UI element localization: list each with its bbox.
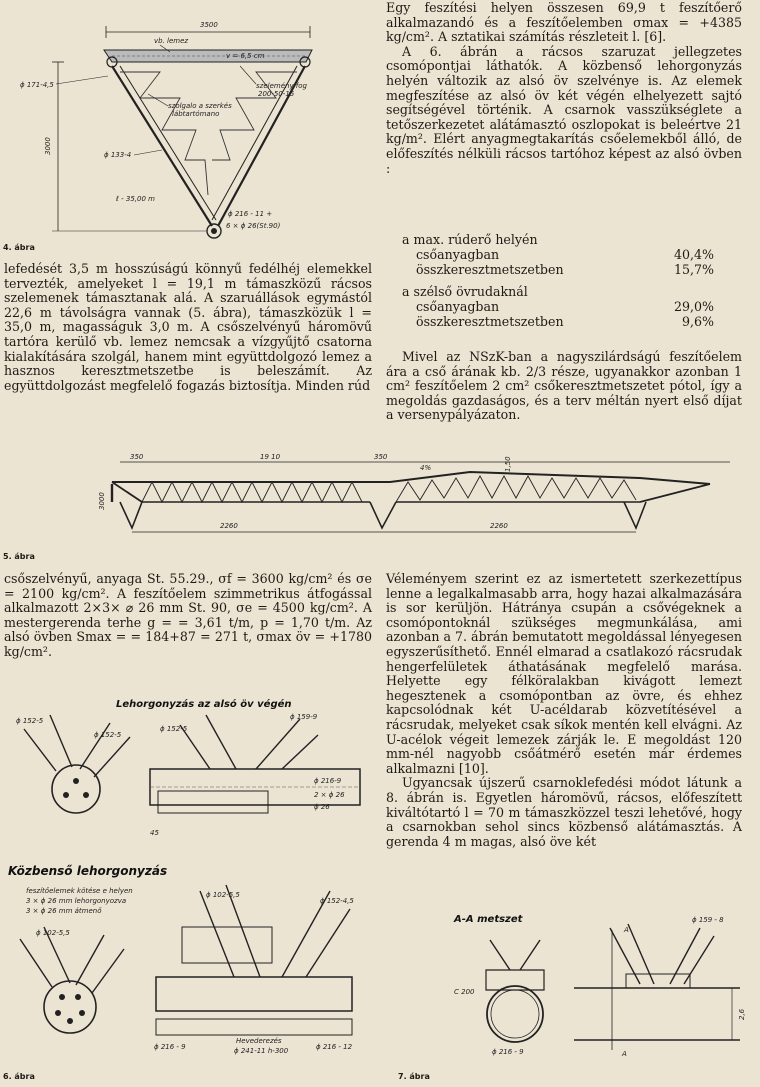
fig6-b2: ϕ 102-5,5 [206,891,240,899]
fig7-title: A-A metszet [454,914,523,925]
fig6-a4: ϕ 159-9 [290,713,318,721]
paragraph: A 6. ábrán a rácsos szaruzat jellegzetes csomópontjai láthatók. A közbenső lehorgonyzás helyén változik az alsó öv szelvénye is. Az elemek megfeszítése az alsó öv két végén elhelyezett sajtó segítségével történik. A csarnok vasszükséglete a tetőszerkezetet alátámasztó oszlopokat is beleértve 21 kg/m². Elért anyagmegtakarítás csőelemekből álló, de előfeszítés nélküli rácsos tartóhoz képest az alsó övben : [386,43,742,176]
figure-7 [440,910,750,1060]
fig6-a2: ϕ 152-5 [94,731,122,739]
fig7-side: 2,6 [738,1008,746,1020]
fig5-slope: 4% [420,464,432,472]
fig7-A-top: A [624,926,629,934]
fig6-n2: 3 × ϕ 26 mm lehorgonyozva [26,897,127,905]
fig4-length: ℓ - 35,00 m [116,195,155,203]
fig5-caption: 5. ábra [3,552,35,561]
fig6-b6: Hevederezés [236,1037,282,1045]
right-bottom-text [386,572,742,849]
fig7-caption: 7. ábra [398,1072,430,1081]
fig4-szelemen2: 200-50-15 [258,90,295,98]
fig6-title2: Közbenső lehorgonyzás [8,864,168,878]
fig6-a8: 45 [150,829,159,837]
savings-group-title: a szélső övrudaknál [402,284,528,299]
fig4-v: v = 6,5 cm [226,52,265,60]
fig5-d2: 19 10 [260,453,281,461]
fig4-bottom-tube2: 6 × ϕ 26(St.90) [226,222,281,230]
fig6-b7: ϕ 241-11 h-300 [234,1047,289,1055]
fig6-b4: ϕ 216 - 9 [154,1043,186,1051]
left-bottom-paragraph: csőszelvényű, anyaga St. 55.29., σf = 3600 kg/cm² és σe = 2100 kg/cm². A feszítőelem szimmetrikus átfogással alkalmazott 2×3× ⌀ 26 mm St. 90, σe = 4500 kg/cm². A mestergerenda terhe g = = 3,61 t/m, p = 1,70 t/m. Az alsó övben Smax = = 184+87 = 271 t, σmax öv = +1780 kg/cm². [4,571,372,659]
fig4-szelemen: szelemény fog [256,82,307,90]
fig5-span1: 2260 [220,522,238,530]
savings-row: összkeresztmetszetben 15,7% [416,262,714,277]
fig4-diag: ϕ 133-4 [104,151,132,159]
figure-6 [0,695,380,1070]
fig5-rh: 1,50 [504,456,512,472]
fig4-vb: vb. lemez [154,37,189,45]
fig6-b3: ϕ 152-4,5 [320,897,354,905]
fig4-dim-top: 3500 [200,21,218,29]
savings-group-title: a max. rúderő helyén [402,232,538,247]
fig6-n1: feszítőelemek kötése e helyen [26,887,133,895]
fig5-span2: 2260 [490,522,508,530]
fig7-A-bottom: A [622,1050,627,1058]
fig6-a6: 2 × ϕ 26 [314,791,345,799]
fig6-n3: 3 × ϕ 26 mm átmenő [26,907,102,915]
fig6-a5: ϕ 216-9 [314,777,342,785]
fig6-b5: ϕ 216 - 12 [316,1043,353,1051]
fig6-a1: ϕ 152-5 [16,717,44,725]
fig6-title1: Lehorgonyzás az alsó öv végén [116,699,292,710]
fig5-h: 3000 [98,492,106,510]
fig4-left-tube: ϕ 171-4,5 [20,81,54,89]
left-mid-paragraph: lefedését 3,5 m hosszúságú könnyű fedélhéj elemekkel tervezték, amelyeket l = 19,1 m támaszközű rácsos szelemenek támasztanak alá. A szaruállások egymástól 22,6 m távolságra vannak (5. ábra), támaszközük l = 35,0 m, magasságuk 3,0 m. A csőszelvényű háromövű tartóra kerülő vb. lemez nemcsak a vízgyűjtő csatorna kialakítására szolgál, hanem mint együttdolgozó lemez a hasznos keresztmetszetbe is beleszámít. Az együttdolgozást megfelelő fogazás biztosítja. Minden rúd [4,261,372,393]
paragraph: Ugyancsak újszerű csarnoklefedési módot látunk a 8. ábrán is. Egyetlen háromövű, rácsos, előfeszített kiváltótartó l = 70 m támaszközzel teszi lehetővé, hogy a csarnokban sehol sincs közbenső alátámasztás. A gerenda 4 m magas, alsó öve két [386,775,742,849]
fig4-caption: 4. ábra [3,243,35,252]
fig4-szolgalo2: lábtartómano [172,110,220,118]
fig6-a3: ϕ 152-5 [160,725,188,733]
paragraph: Véleményem szerint ez az ismertetett szerkezettípus lenne a legalkalmasabb arra, hogy hazai alkalmazására is sor kerüljön. Hátránya csupán a csővégeknek a csomópontoknál szükséges megmunkálása, ami azonban a 7. ábrán bemutatott megoldással lényegesen egyszerűsíthető. Ennél elmarad a csatlakozó rácsrudak hengerfelületek áthatásának megfelelő marása. Helyette egy félköralakban kivágott lemezt hegesztenek a csomópontban az övre, és ehhez kapcsolódnak két U-acéldarab közvetítésével a rácsrudak, melyeket csak síkok mentén kell elvágni. Az U-acélok végeit lemezek zárják le. E megoldást 120 mm-nél nagyobb csőátmérő esetén már érdemes alkalmazni [10]. [386,571,742,776]
figure-5 [90,450,730,540]
figure-4 [0,10,380,260]
fig5-d1: 350 [130,453,144,461]
savings-list [402,232,714,329]
savings-row: csőanyagban 29,0% [416,299,714,314]
fig5-d3: 350 [374,453,388,461]
fig7-c200: C 200 [454,988,475,996]
right-top-text [386,1,742,176]
fig6-b1: ϕ 102-5,5 [36,929,70,937]
fig6-caption: 6. ábra [3,1072,35,1081]
fig7-t1: ϕ 216 - 9 [492,1048,524,1056]
fig4-bottom-tube: ϕ 216 - 11 + [228,210,273,218]
savings-row: összkeresztmetszetben 9,6% [416,314,714,329]
fig6-a7: ϕ 26 [314,803,330,811]
fig4-height: 3000 [44,137,52,155]
fig7-a1: ϕ 159 - 8 [692,916,724,924]
savings-row: csőanyagban 40,4% [416,247,714,262]
paragraph: Egy feszítési helyen összesen 69,9 t feszítőerő alkalmazandó és a feszítőelemben σmax = +4385 kg/cm². A sztatikai számítás részleteit l. [6]. [386,0,742,45]
fig4-szolgalo: szolgalo a szerkés [168,102,232,110]
right-mid-paragraph: Mivel az NSzK-ban a nagyszilárdságú feszítőelem ára a cső árának kb. 2/3 része, ugyanakkor azonban 1 cm² feszítőelem 2 cm² csőkeresztmetszetet pótol, így a megoldás gazdaságos, és a terv méltán nyert első díjat a versenypályázaton. [386,349,742,423]
